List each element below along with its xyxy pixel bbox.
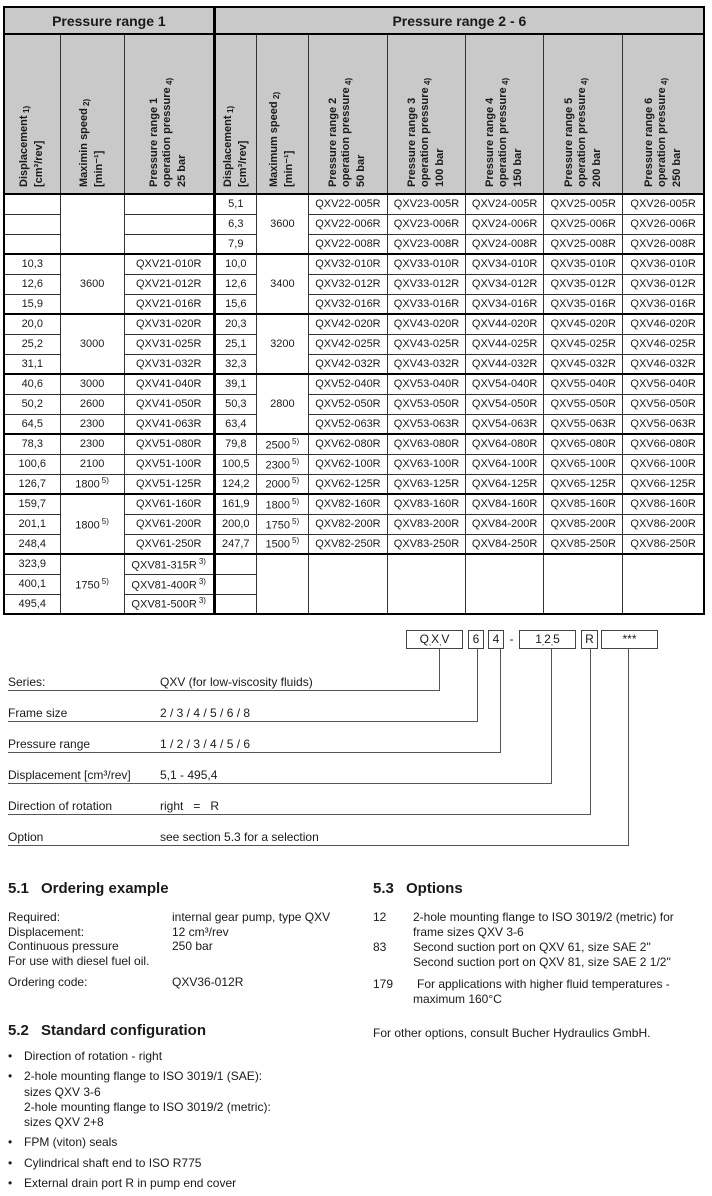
model-code-cell: QXV53-040R <box>387 374 465 394</box>
option-code: 83 <box>373 940 387 954</box>
model-code-cell: QXV44-020R <box>466 314 544 334</box>
bullet-item: • FPM (viton) seals <box>8 1135 118 1150</box>
model-code-cell: QXV55-040R <box>544 374 623 394</box>
model-code-cell: QXV31-025R <box>124 334 214 354</box>
value-cell: 50,2 <box>4 394 60 414</box>
connector-line <box>628 649 629 846</box>
model-code-cell: QXV54-063R <box>466 414 544 434</box>
table-row <box>4 374 704 394</box>
bullet-icon: • <box>8 1069 13 1084</box>
standard-configuration-list <box>8 1049 366 1196</box>
model-code-cell: QXV83-200R <box>387 514 465 534</box>
ordering-code-field <box>8 828 628 846</box>
model-code-cell: QXV85-200R <box>544 514 623 534</box>
column-header: Pressure range 4 operation pressure$^{4)}$ 150 bar <box>466 34 544 194</box>
table-row <box>4 414 704 434</box>
model-code-cell: QXV45-032R <box>544 354 623 374</box>
value-cell <box>4 194 60 214</box>
field-label: Option <box>8 830 44 844</box>
value-cell: 5,1 <box>214 194 256 214</box>
model-code-cell: QXV56-050R <box>623 394 704 414</box>
model-code-cell: QXV63-080R <box>387 434 465 454</box>
model-code-cell: QXV31-032R <box>124 354 214 374</box>
model-code-cell: QXV34-012R <box>466 274 544 294</box>
model-code-cell: QXV54-050R <box>466 394 544 414</box>
model-code-cell: QXV32-016R <box>308 294 387 314</box>
model-code-cell: QXV25-005R <box>544 194 623 214</box>
value-cell: 50,3 <box>214 394 256 414</box>
value-cell <box>4 234 60 254</box>
value-cell <box>214 594 256 614</box>
model-code-cell: QXV42-032R <box>308 354 387 374</box>
model-code-cell: QXV43-025R <box>387 334 465 354</box>
model-code-cell: QXV22-008R <box>308 234 387 254</box>
ordering-example-block <box>8 910 363 990</box>
value-cell: 248,4 <box>4 534 60 554</box>
bullet-icon: • <box>8 1176 13 1191</box>
model-code-cell: QXV22-005R <box>308 194 387 214</box>
column-header: Pressure range 5 operation pressure$^{4)}$ 200 bar <box>544 34 623 194</box>
model-code-cell: QXV41-050R <box>124 394 214 414</box>
value-cell: 200,0 <box>214 514 256 534</box>
column-header: Pressure range 2 operation pressure$^{4)}$ 50 bar <box>308 34 387 194</box>
value-cell: 400,1 <box>4 574 60 594</box>
ordering-example-row: Continuous pressure 250 bar <box>8 939 213 954</box>
model-code-cell: QXV52-050R <box>308 394 387 414</box>
value-cell: 2100 <box>60 454 124 474</box>
value-cell: 1750 $^{5)}$ <box>256 514 308 534</box>
ordering-code-box: Q,X,V <box>406 630 463 649</box>
model-code-cell: QXV45-025R <box>544 334 623 354</box>
model-code-cell: QXV85-160R <box>544 494 623 514</box>
model-code-cell: QXV86-160R <box>623 494 704 514</box>
value-cell: 10,0 <box>214 254 256 274</box>
field-label: Series: <box>8 675 46 689</box>
bullet-item: • 2-hole mounting flange to ISO 3019/1 (SAE): sizes QXV 3-6 2-hole mounting flange to ISO 3019/2 (metric): sizes QXV 2+8 <box>8 1069 271 1130</box>
model-code-cell <box>544 554 623 614</box>
model-code-cell: QXV82-160R <box>308 494 387 514</box>
ordering-code-field <box>8 704 477 722</box>
model-code-cell: QXV35-010R <box>544 254 623 274</box>
value-cell: 25,1 <box>214 334 256 354</box>
model-code-cell <box>387 554 465 614</box>
model-code-cell <box>124 234 214 254</box>
model-code-cell: QXV32-010R <box>308 254 387 274</box>
model-code-cell: QXV55-050R <box>544 394 623 414</box>
value-cell <box>214 554 256 574</box>
model-code-cell <box>124 214 214 234</box>
model-code-cell: QXV26-006R <box>623 214 704 234</box>
field-value: see section 5.3 for a selection <box>160 830 319 844</box>
value-cell: 1500 $^{5)}$ <box>256 534 308 554</box>
field-value: QXV (for low-viscosity fluids) <box>160 675 313 689</box>
ordering-code-field <box>8 797 590 815</box>
column-header: Displacement$^{1)}$ [cm³/rev] <box>4 34 60 194</box>
model-code-cell: QXV43-020R <box>387 314 465 334</box>
model-code-cell <box>466 554 544 614</box>
value-cell: 1750 $^{5)}$ <box>60 554 124 614</box>
model-code-cell: QXV42-020R <box>308 314 387 334</box>
model-code-cell: QXV41-040R <box>124 374 214 394</box>
field-value: right = R <box>160 799 220 813</box>
value-cell: 247,7 <box>214 534 256 554</box>
pressure-range-2-6-header: Pressure range 2 - 6 <box>214 7 704 34</box>
model-code-cell: QXV81-500R $^{3)}$ <box>124 594 214 614</box>
model-code-cell: QXV35-016R <box>544 294 623 314</box>
value-cell: 12,6 <box>4 274 60 294</box>
value-cell: 2300 $^{5)}$ <box>256 454 308 474</box>
model-code-cell: QXV86-250R <box>623 534 704 554</box>
column-header: Maximin speed$^{2)}$ [min⁻¹] <box>60 34 124 194</box>
column-header: Pressure range 1 operation pressure$^{4)}$ 25 bar <box>124 34 214 194</box>
ordering-code-box: *** <box>601 630 658 649</box>
options-footer-note: For other options, consult Bucher Hydraulics GmbH. <box>373 1026 651 1040</box>
model-code-cell: QXV64-125R <box>466 474 544 494</box>
model-code-cell: QXV34-016R <box>466 294 544 314</box>
model-code-cell: QXV65-080R <box>544 434 623 454</box>
value-cell: 126,7 <box>4 474 60 494</box>
value-cell: 124,2 <box>214 474 256 494</box>
options-list <box>373 910 706 1007</box>
field-label: Direction of rotation <box>8 799 113 813</box>
option-item: 83 Second suction port on QXV 61, size SAE 2" Second suction port on QXV 81, size SAE 2 1/2" <box>373 940 671 969</box>
model-code-cell <box>124 194 214 214</box>
section-5-2-heading: 5.2 Standard configuration <box>8 1022 206 1039</box>
table-row <box>4 454 704 474</box>
value-cell: 100,5 <box>214 454 256 474</box>
ordering-code-dash: - <box>509 632 514 646</box>
model-code-cell: QXV62-080R <box>308 434 387 454</box>
model-code-cell: QXV23-005R <box>387 194 465 214</box>
column-header-row <box>4 34 704 194</box>
model-code-cell: QXV54-040R <box>466 374 544 394</box>
model-code-cell: QXV21-016R <box>124 294 214 314</box>
value-cell <box>60 194 124 254</box>
field-value: 2 / 3 / 4 / 5 / 6 / 8 <box>160 706 251 720</box>
ordering-code-box: 4 <box>488 630 504 649</box>
model-code-cell: QXV63-125R <box>387 474 465 494</box>
value-cell: 78,3 <box>4 434 60 454</box>
model-code-cell: QXV22-006R <box>308 214 387 234</box>
model-code-cell: QXV36-010R <box>623 254 704 274</box>
value-cell: 1800 $^{5)}$ <box>60 474 124 494</box>
model-code-cell: QXV83-160R <box>387 494 465 514</box>
model-code-cell: QXV84-200R <box>466 514 544 534</box>
model-code-cell: QXV42-025R <box>308 334 387 354</box>
model-code-cell: QXV46-025R <box>623 334 704 354</box>
model-code-cell: QXV64-100R <box>466 454 544 474</box>
value-cell: 3600 <box>256 194 308 254</box>
value-cell: 3200 <box>256 314 308 374</box>
model-code-cell: QXV66-125R <box>623 474 704 494</box>
model-code-cell: QXV66-100R <box>623 454 704 474</box>
value-cell: 2300 <box>60 414 124 434</box>
connector-line <box>477 649 478 722</box>
model-code-cell: QXV63-100R <box>387 454 465 474</box>
model-code-cell: QXV31-020R <box>124 314 214 334</box>
bullet-item: • Direction of rotation - right <box>8 1049 163 1063</box>
model-code-cell: QXV44-032R <box>466 354 544 374</box>
value-cell: 1800 $^{5)}$ <box>256 494 308 514</box>
table-row <box>4 314 704 334</box>
ordering-code-field <box>8 673 439 691</box>
value-cell: 20,3 <box>214 314 256 334</box>
value-cell: 201,1 <box>4 514 60 534</box>
model-code-cell: QXV26-005R <box>623 194 704 214</box>
value-cell <box>214 574 256 594</box>
field-label: Frame size <box>8 706 68 720</box>
column-header: Maximum speed$^{2)}$ [min⁻¹] <box>256 34 308 194</box>
table-row <box>4 434 704 454</box>
model-code-cell: QXV36-016R <box>623 294 704 314</box>
bullet-icon: • <box>8 1155 13 1170</box>
value-cell: 10,3 <box>4 254 60 274</box>
model-code-cell: QXV21-010R <box>124 254 214 274</box>
field-value: 1 / 2 / 3 / 4 / 5 / 6 <box>160 737 251 751</box>
model-code-cell: QXV66-080R <box>623 434 704 454</box>
value-cell: 3000 <box>60 314 124 374</box>
model-code-cell: QXV35-012R <box>544 274 623 294</box>
model-code-cell: QXV61-250R <box>124 534 214 554</box>
value-cell: 63,4 <box>214 414 256 434</box>
value-cell: 7,9 <box>214 234 256 254</box>
model-code-cell: QXV21-012R <box>124 274 214 294</box>
value-cell: 2000 $^{5)}$ <box>256 474 308 494</box>
model-code-cell: QXV56-063R <box>623 414 704 434</box>
column-header: Pressure range 3 operation pressure$^{4)}$ 100 bar <box>387 34 465 194</box>
value-cell: 12,6 <box>214 274 256 294</box>
value-cell: 6,3 <box>214 214 256 234</box>
value-cell: 15,9 <box>4 294 60 314</box>
column-header: Pressure range 6 operation pressure$^{4)}$ 250 bar <box>623 34 704 194</box>
ordering-code-box: 6 <box>468 630 484 649</box>
value-cell <box>256 554 308 614</box>
table-row <box>4 554 704 574</box>
bullet-item: • Cylindrical shaft end to ISO R775 <box>8 1155 202 1170</box>
model-code-cell: QXV41-063R <box>124 414 214 434</box>
connector-line <box>590 649 591 815</box>
model-code-cell: QXV23-006R <box>387 214 465 234</box>
model-code-cell: QXV53-050R <box>387 394 465 414</box>
bullet-icon: • <box>8 1049 13 1063</box>
table-row <box>4 474 704 494</box>
model-code-cell: QXV65-125R <box>544 474 623 494</box>
section-5-1-heading: 5.1 Ordering example <box>8 880 169 897</box>
model-code-cell: QXV56-040R <box>623 374 704 394</box>
value-cell: 323,9 <box>4 554 60 574</box>
option-code: 179 <box>373 977 394 991</box>
field-label: Pressure range <box>8 737 91 751</box>
model-code-cell: QXV36-012R <box>623 274 704 294</box>
model-code-cell: QXV32-012R <box>308 274 387 294</box>
model-code-cell: QXV24-005R <box>466 194 544 214</box>
ordering-example-note: For use with diesel fuel oil. <box>8 954 150 969</box>
model-code-cell: QXV55-063R <box>544 414 623 434</box>
model-code-cell: QXV64-080R <box>466 434 544 454</box>
field-value: 5,1 - 495,4 <box>160 768 218 782</box>
model-code-cell: QXV46-020R <box>623 314 704 334</box>
model-code-cell: QXV81-315R $^{3)}$ <box>124 554 214 574</box>
model-code-cell <box>623 554 704 614</box>
section-5-3-heading: 5.3 Options <box>373 880 463 897</box>
value-cell: 3400 <box>256 254 308 314</box>
model-code-cell: QXV62-100R <box>308 454 387 474</box>
bullet-icon: • <box>8 1135 13 1150</box>
value-cell: 39,1 <box>214 374 256 394</box>
model-code-cell: QXV84-160R <box>466 494 544 514</box>
model-code-cell: QXV45-020R <box>544 314 623 334</box>
value-cell: 495,4 <box>4 594 60 614</box>
value-cell: 2600 <box>60 394 124 414</box>
value-cell: 2300 <box>60 434 124 454</box>
model-code-cell: QXV43-032R <box>387 354 465 374</box>
ordering-example-row: Displacement: 12 cm³/rev <box>8 924 229 939</box>
value-cell: 15,6 <box>214 294 256 314</box>
model-code-cell: QXV62-125R <box>308 474 387 494</box>
value-cell: 1800 $^{5)}$ <box>60 494 124 554</box>
option-code: 12 <box>373 910 387 924</box>
model-code-cell: QXV24-006R <box>466 214 544 234</box>
connector-line <box>439 649 440 691</box>
value-cell <box>4 214 60 234</box>
model-code-cell: QXV51-125R <box>124 474 214 494</box>
model-code-cell: QXV82-250R <box>308 534 387 554</box>
model-code-cell: QXV82-200R <box>308 514 387 534</box>
ordering-code-field <box>8 735 500 753</box>
model-code-cell: QXV84-250R <box>466 534 544 554</box>
model-code-cell: QXV33-016R <box>387 294 465 314</box>
table-row <box>4 194 704 214</box>
table-row <box>4 254 704 274</box>
connector-line <box>551 649 552 784</box>
model-code-cell: QXV24-008R <box>466 234 544 254</box>
model-code-cell: QXV34-010R <box>466 254 544 274</box>
value-cell: 2500 $^{5)}$ <box>256 434 308 454</box>
value-cell: 3600 <box>60 254 124 314</box>
value-cell: 100,6 <box>4 454 60 474</box>
model-code-cell: QXV61-200R <box>124 514 214 534</box>
value-cell: 25,2 <box>4 334 60 354</box>
table-row <box>4 394 704 414</box>
option-item: 12 2-hole mounting flange to ISO 3019/2 (metric) for frame sizes QXV 3-6 <box>373 910 674 939</box>
bullet-item: • External drain port R in pump end cover <box>8 1176 237 1191</box>
field-label: Displacement [cm³/rev] <box>8 768 131 782</box>
model-code-cell: QXV83-250R <box>387 534 465 554</box>
model-code-cell: QXV23-008R <box>387 234 465 254</box>
model-code-cell <box>308 554 387 614</box>
value-cell: 79,8 <box>214 434 256 454</box>
model-code-cell: QXV25-006R <box>544 214 623 234</box>
column-header: Displacement$^{1)}$ [cm³/rev] <box>214 34 256 194</box>
model-code-cell: QXV46-032R <box>623 354 704 374</box>
model-code-cell: QXV85-250R <box>544 534 623 554</box>
table-row <box>4 494 704 514</box>
model-code-cell: QXV86-200R <box>623 514 704 534</box>
model-code-cell: QXV52-040R <box>308 374 387 394</box>
value-cell: 31,1 <box>4 354 60 374</box>
model-code-cell: QXV26-008R <box>623 234 704 254</box>
value-cell: 40,6 <box>4 374 60 394</box>
ordering-code-field <box>8 766 551 784</box>
model-code-cell: QXV61-160R <box>124 494 214 514</box>
model-code-cell: QXV81-400R $^{3)}$ <box>124 574 214 594</box>
value-cell: 32,3 <box>214 354 256 374</box>
ordering-code-box: 1,2,5 <box>519 630 576 649</box>
pressure-range-1-header: Pressure range 1 <box>4 7 214 34</box>
value-cell: 159,7 <box>4 494 60 514</box>
model-code-cell: QXV52-063R <box>308 414 387 434</box>
connector-line <box>500 649 501 753</box>
value-cell: 64,5 <box>4 414 60 434</box>
model-code-cell: QXV33-012R <box>387 274 465 294</box>
ordering-code-box: R <box>581 630 598 649</box>
model-code-cell: QXV65-100R <box>544 454 623 474</box>
ordering-code-result: Ordering code: QXV36-012R <box>8 974 244 989</box>
value-cell: 3000 <box>60 374 124 394</box>
value-cell: 2800 <box>256 374 308 434</box>
value-cell: 20,0 <box>4 314 60 334</box>
model-code-cell: QXV33-010R <box>387 254 465 274</box>
model-code-cell: QXV51-080R <box>124 434 214 454</box>
value-cell: 161,9 <box>214 494 256 514</box>
model-code-cell: QXV51-100R <box>124 454 214 474</box>
ordering-example-row: Required: internal gear pump, type QXV <box>8 910 331 924</box>
model-code-cell: QXV53-063R <box>387 414 465 434</box>
pump-specification-table <box>3 6 705 615</box>
option-item: 179 For applications with higher fluid temperatures - maximum 160°C <box>373 977 670 1006</box>
model-code-cell: QXV44-025R <box>466 334 544 354</box>
model-code-cell: QXV25-008R <box>544 234 623 254</box>
